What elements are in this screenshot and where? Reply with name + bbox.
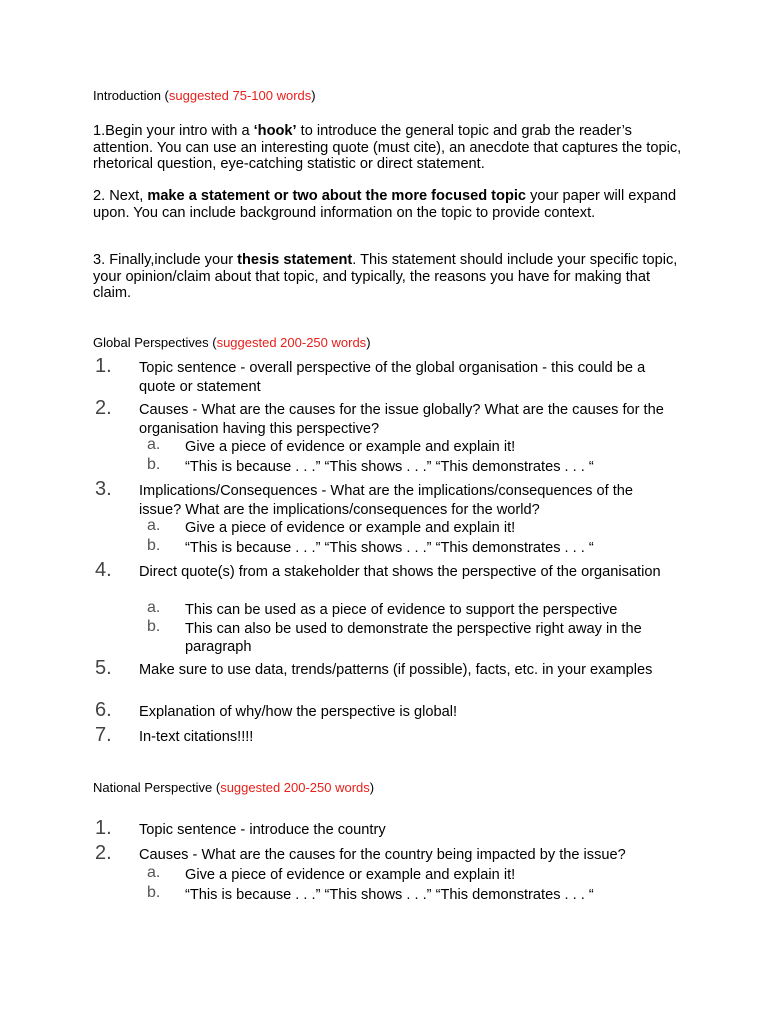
national-word-suggestion: suggested 200-250 words [220, 780, 370, 795]
sub-list-text: Give a piece of evidence or example and explain it! [185, 520, 516, 536]
list-item-text: Topic sentence - overall perspective of the global organisation - this could be a quote or statement [139, 360, 646, 395]
sub-list-letter: a. [147, 517, 161, 534]
sub-list-letter: a. [147, 864, 161, 881]
intro-p2-text-c: your paper will expand upon. You can include background information on the topic to provide context. [93, 188, 677, 221]
intro-paragraph-2 [93, 188, 683, 221]
intro-p1-text-c: to introduce the general topic and grab the reader’s attention. You can use an interesting quote (must cite), an anecdote that captures the topic, rhetorical question, eye-catching statistic or direct statement. [93, 123, 682, 173]
global-word-suggestion: suggested 200-250 words [216, 335, 367, 350]
national-heading-label: National Perspective [93, 780, 213, 795]
sub-list-letter: b. [147, 884, 161, 901]
list-item-text: Implications/Consequences - What are the implications/consequences of the issue? What are the implications/consequences for the world? [139, 483, 634, 518]
intro-p1-text-a: 1.Begin your intro with a [93, 123, 254, 139]
intro-paragraph-3 [93, 252, 683, 302]
sub-list-text: Give a piece of evidence or example and explain it! [185, 439, 516, 455]
sub-list-text: “This is because . . .” “This shows . . .” “This demonstrates . . . “ [185, 540, 594, 556]
sub-list-text: “This is because . . .” “This shows . . .” “This demonstrates . . . “ [185, 887, 594, 903]
intro-p3-text-a: 3. Finally,include your [93, 252, 238, 268]
list-item-text: Make sure to use data, trends/patterns (if possible), facts, etc. in your examples [139, 662, 653, 678]
sub-list-text: Give a piece of evidence or example and explain it! [185, 867, 516, 883]
intro-p1-bold: ‘hook’ [253, 123, 297, 139]
list-item-text: Direct quote(s) from a stakeholder that shows the perspective of the organisation [139, 564, 661, 580]
sub-list-text: This can also be used to demonstrate the perspective right away in the paragraph [185, 621, 642, 655]
sub-list-letter: a. [147, 599, 161, 616]
list-item-text: In-text citations!!!! [139, 729, 254, 745]
sub-list-letter: a. [147, 436, 161, 453]
list-number: 3. [95, 478, 112, 500]
list-item-text: Topic sentence - introduce the country [139, 822, 386, 838]
list-number: 2. [95, 397, 112, 419]
sub-list-letter: b. [147, 456, 161, 473]
intro-p3-bold: thesis statement [237, 252, 353, 268]
list-item-text: Causes - What are the causes for the issue globally? What are the causes for the organisation having this perspective? [139, 402, 664, 437]
list-number: 5. [95, 657, 112, 679]
list-item-text: Causes - What are the causes for the country being impacted by the issue? [139, 847, 626, 863]
intro-heading: Introduction (suggested 75-100 words) [93, 88, 316, 103]
list-number: 6. [95, 699, 112, 721]
sub-list-letter: b. [147, 537, 161, 554]
list-number: 1. [95, 355, 112, 377]
list-item-text: Explanation of why/how the perspective is global! [139, 704, 458, 720]
national-heading: National Perspective (suggested 200-250 words) [93, 780, 375, 795]
intro-heading-label: Introduction [93, 88, 161, 103]
intro-word-suggestion: suggested 75-100 words [168, 88, 312, 103]
intro-paragraph-1 [93, 123, 683, 173]
intro-p2-bold: make a statement or two about the more focused topic [147, 188, 527, 204]
global-heading: Global Perspectives (suggested 200-250 words) [93, 335, 371, 350]
list-number: 2. [95, 842, 112, 864]
intro-p2-text-a: 2. Next, [93, 188, 148, 204]
sub-list-letter: b. [147, 618, 161, 635]
sub-list-text: This can be used as a piece of evidence to support the perspective [185, 602, 618, 618]
list-number: 4. [95, 559, 112, 581]
sub-list-text: “This is because . . .” “This shows . . .” “This demonstrates . . . “ [185, 459, 594, 475]
global-heading-label: Global Perspectives [93, 335, 209, 350]
list-number: 7. [95, 724, 112, 746]
list-number: 1. [95, 817, 112, 839]
intro-p3-text-c: . This statement should include your specific topic, your opinion/claim about that topic, and typically, the reasons you have for making that claim. [93, 252, 678, 302]
